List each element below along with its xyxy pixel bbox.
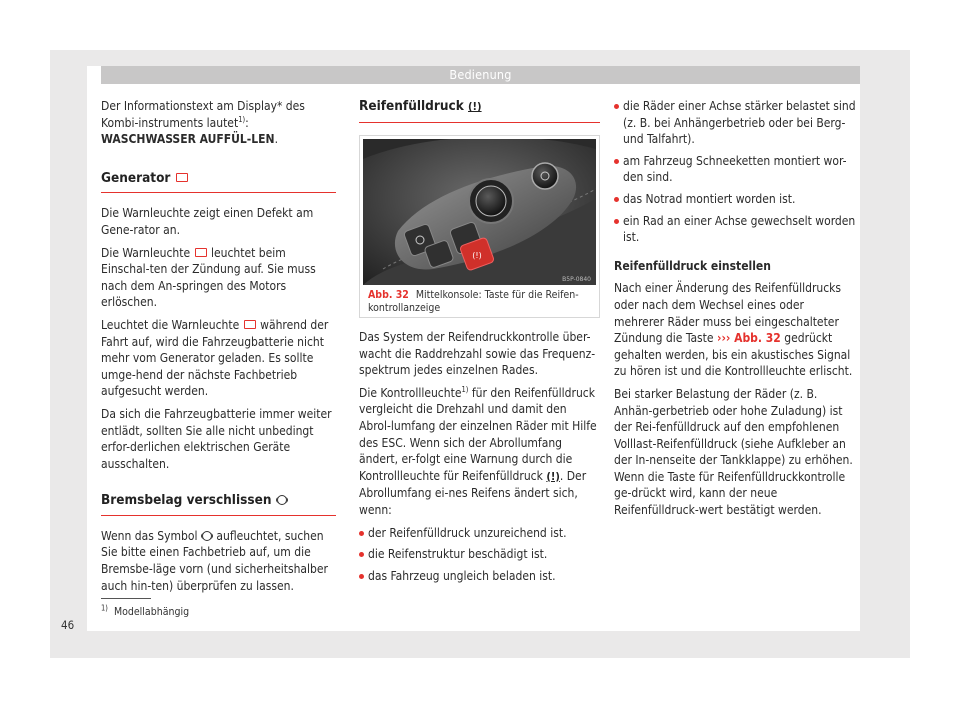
list-item: der Reifenfülldruck unzureichend ist. xyxy=(359,525,600,542)
column-right xyxy=(614,98,857,525)
intro-paragraph: Der Informationstext am Display* des Kombi-instruments lautet$^{1)}$: WASCHWASSER AUFFÜL-LEN. xyxy=(101,99,305,147)
page-number: 46 xyxy=(61,618,75,632)
generator-paragraph-4: Da sich die Fahrzeugbatterie immer weiter entlädt, sollten Sie alle nicht unbedingt erfor-derlichen elektrischen Geräte ausschalten. xyxy=(101,406,332,471)
display-message: WASCHWASSER AUFFÜL-LEN xyxy=(101,132,275,147)
column-middle-body xyxy=(359,329,600,590)
column-middle xyxy=(359,98,600,123)
generator-heading: Generator xyxy=(101,170,336,194)
svg-text:(!): (!) xyxy=(472,251,482,260)
tire-cause-list xyxy=(359,525,600,585)
adjust-paragraph-2: Bei starker Belastung der Räder (z. B. Anhän-gerbetrieb oder hohe Zuladung) ist der Rei-fenfülldruck auf den empfohlenen Volllast-Reifenfülldruck (siehe Aufkleber an der In-nenseite der Tankklappe) zu erhöhen. Wenn die Taste für Reifenfülldruckkontrolle ge-drückt wird, kann der neue Reifenfülldruck-wert bestätigt werden. xyxy=(614,386,853,518)
generator-paragraph-3: Leuchtet die Warnleuchte während der Fahrt auf, wird die Fahrzeugbatterie nicht mehr vom Generator geladen. Es sollte umge-hend der nächste Fachbetrieb aufgesucht werden. xyxy=(101,317,329,399)
figure-code: B5P-0840 xyxy=(562,276,591,283)
generator-paragraph-2: Die Warnleuchte leuchtet beim Einschal-ten der Zündung auf. Sie muss nach dem An-springen des Motors erlöschen. xyxy=(101,245,316,310)
list-item: das Notrad montiert worden ist. xyxy=(614,191,857,208)
running-header: Bedienung xyxy=(101,66,860,84)
center-console-photo xyxy=(363,139,596,285)
generator-paragraph-1: Die Warnleuchte zeigt einen Defekt am Gene-rator an. xyxy=(101,206,314,237)
list-item: ein Rad an einer Achse gewechselt worden ist. xyxy=(614,213,857,246)
battery-warning-icon xyxy=(244,320,256,329)
tire-paragraph-1: Das System der Reifendruckkontrolle über-wacht die Raddrehzahl sowie das Frequenz-spektrum jedes einzelnen Rades. xyxy=(359,330,596,378)
brake-paragraph: Wenn das Symbol aufleuchtet, suchen Sie bitte einen Fachbetrieb auf, um die Bremsbe-läge vorn (und sicherheitshalber auch hin-ten) überprüfen zu lassen. xyxy=(101,528,328,593)
footnote-divider xyxy=(101,598,151,599)
adjust-pressure-subheading: Reifenfülldruck einstellen xyxy=(614,258,771,273)
tire-pressure-icon: (!) xyxy=(468,100,482,113)
adjust-paragraph-1: Nach einer Änderung des Reifenfülldrucks oder nach dem Wechsel eines oder mehrerer Räder muss bei eingeschalteter Zündung die Taste ››› Abb. 32 gedrückt gehalten werden, bis ein akustisches Signal zu hören ist und die Kontrollleuchte erlischt. xyxy=(614,281,853,379)
tire-paragraph-2: Die Kontrollleuchte$^{1)}$ für den Reifenfülldruck vergleicht die Drehzahl und damit den Abrol-lumfang der einzelnen Räder mit Hilfe des ESC. Wenn sich der Abrollumfang ändert, er-folgt eine Warnung durch die Kontrollleuchte für Reifenfülldruck (!). Der Abrollumfang ei-nes Reifens ändert sich, wenn: xyxy=(359,384,597,517)
figure-label: Abb. 32 xyxy=(368,289,409,301)
list-item: am Fahrzeug Schneeketten montiert wor-den sind. xyxy=(614,153,857,186)
figure-reference-link[interactable]: ››› Abb. 32 xyxy=(717,331,781,346)
brake-pad-icon xyxy=(277,495,287,505)
tire-pressure-heading: Reifenfülldruck (!) xyxy=(359,98,600,123)
battery-warning-icon xyxy=(195,248,207,257)
column-left xyxy=(101,98,336,600)
brake-heading: Bremsbelag verschlissen xyxy=(101,492,336,516)
tire-pressure-icon: (!) xyxy=(546,469,560,483)
footnote: $^{1)}$ Modellabhängig xyxy=(101,603,190,618)
list-item: das Fahrzeug ungleich beladen ist. xyxy=(359,568,600,585)
list-item: die Räder einer Achse stärker belastet sind (z. B. bei Anhängerbetrieb oder bei Berg- und Talfahrt). xyxy=(614,98,857,148)
tire-cause-list-continued xyxy=(614,98,857,246)
list-item: die Reifenstruktur beschädigt ist. xyxy=(359,546,600,563)
figure-caption: Abb. 32 Mittelkonsole: Taste für die Reifen-kontrollanzeige xyxy=(368,289,579,314)
figure-32 xyxy=(359,135,600,318)
brake-pad-icon xyxy=(202,531,212,541)
battery-warning-icon xyxy=(176,173,188,182)
